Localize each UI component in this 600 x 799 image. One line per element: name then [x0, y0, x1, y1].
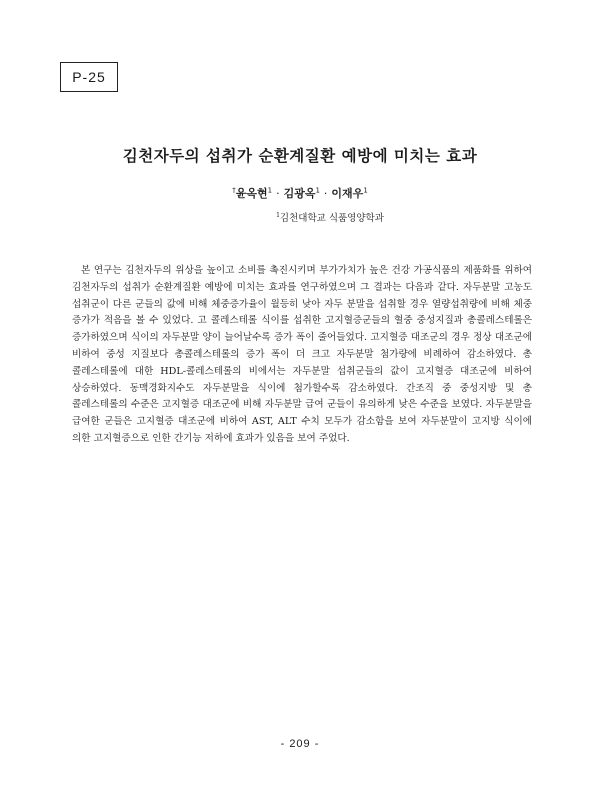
page-number: - 209 -	[280, 738, 320, 750]
poster-id-box: P-25	[60, 62, 118, 92]
abstract-paragraph: 본 연구는 김천자두의 위상을 높이고 소비를 촉진시키며 부가가치가 높은 건강 가공식품의 제품화를 위하여 김천자두의 섭취가 순환계질환 예방에 미치는 효과를 연구하였으며 그 결과는 다음과 같다. 자두분말 고농도 섭취군이 다른 군들의 값에 비해 체중증가율이 월등히 낮아 자두 분말을 섭취할 경우 열량섭취량에 비해 체중 증가가 적음을 볼 수 있었다. 고 콜레스테롤 식이를 섭취한 고지혈증군들의 혈중 중성지질과 총콜레스테롤은 증가하였으며 식이의 자두분말 양이 늘어날수록 증가 폭이 줄어들었다. 고지혈증 대조군의 경우 정상 대조군에 비하여 중성 지질보다 총콜레스테롤의 증가 폭이 더 크고 자두분말 첨가량에 비례하여 감소하였다. 총 콜레스테롤에 대한 HDL-콜레스테롤의 비에서는 자두분말 섭취군들의 값이 고지혈증 대조군에 비하여 상승하였다. 동맥경화지수도 자두분말을 식이에 첨가할수록 감소하였다. 간조직 중 중성지방 및 총 콜레스테롤의 수준은 고지혈증 대조군에 비해 자두분말 급여 군들이 유의하게 낮은 수준을 보였다. 자두분말을 급여한 군들은 고지혈증 대조군에 비하여 AST, ALT 수치 모두가 감소함을 보여 자두분말이 고지방 식이에 의한 고지혈증으로 인한 간기능 저하에 효과가 있음을 보여 주었다.	[72, 265, 532, 444]
author: †윤옥현$^1$	[232, 186, 273, 200]
paper-title: 김천자두의 섭취가 순환계질환 예방에 미치는 효과	[122, 147, 478, 165]
author-line	[0, 185, 600, 201]
author: 이재우$^1$	[331, 186, 368, 200]
author-separator: ·	[323, 187, 328, 200]
affiliation: $^1$김천대학교 식품영양학과	[276, 211, 384, 224]
author-separator: ·	[276, 187, 280, 200]
author: 김광옥$^1$	[283, 186, 320, 200]
